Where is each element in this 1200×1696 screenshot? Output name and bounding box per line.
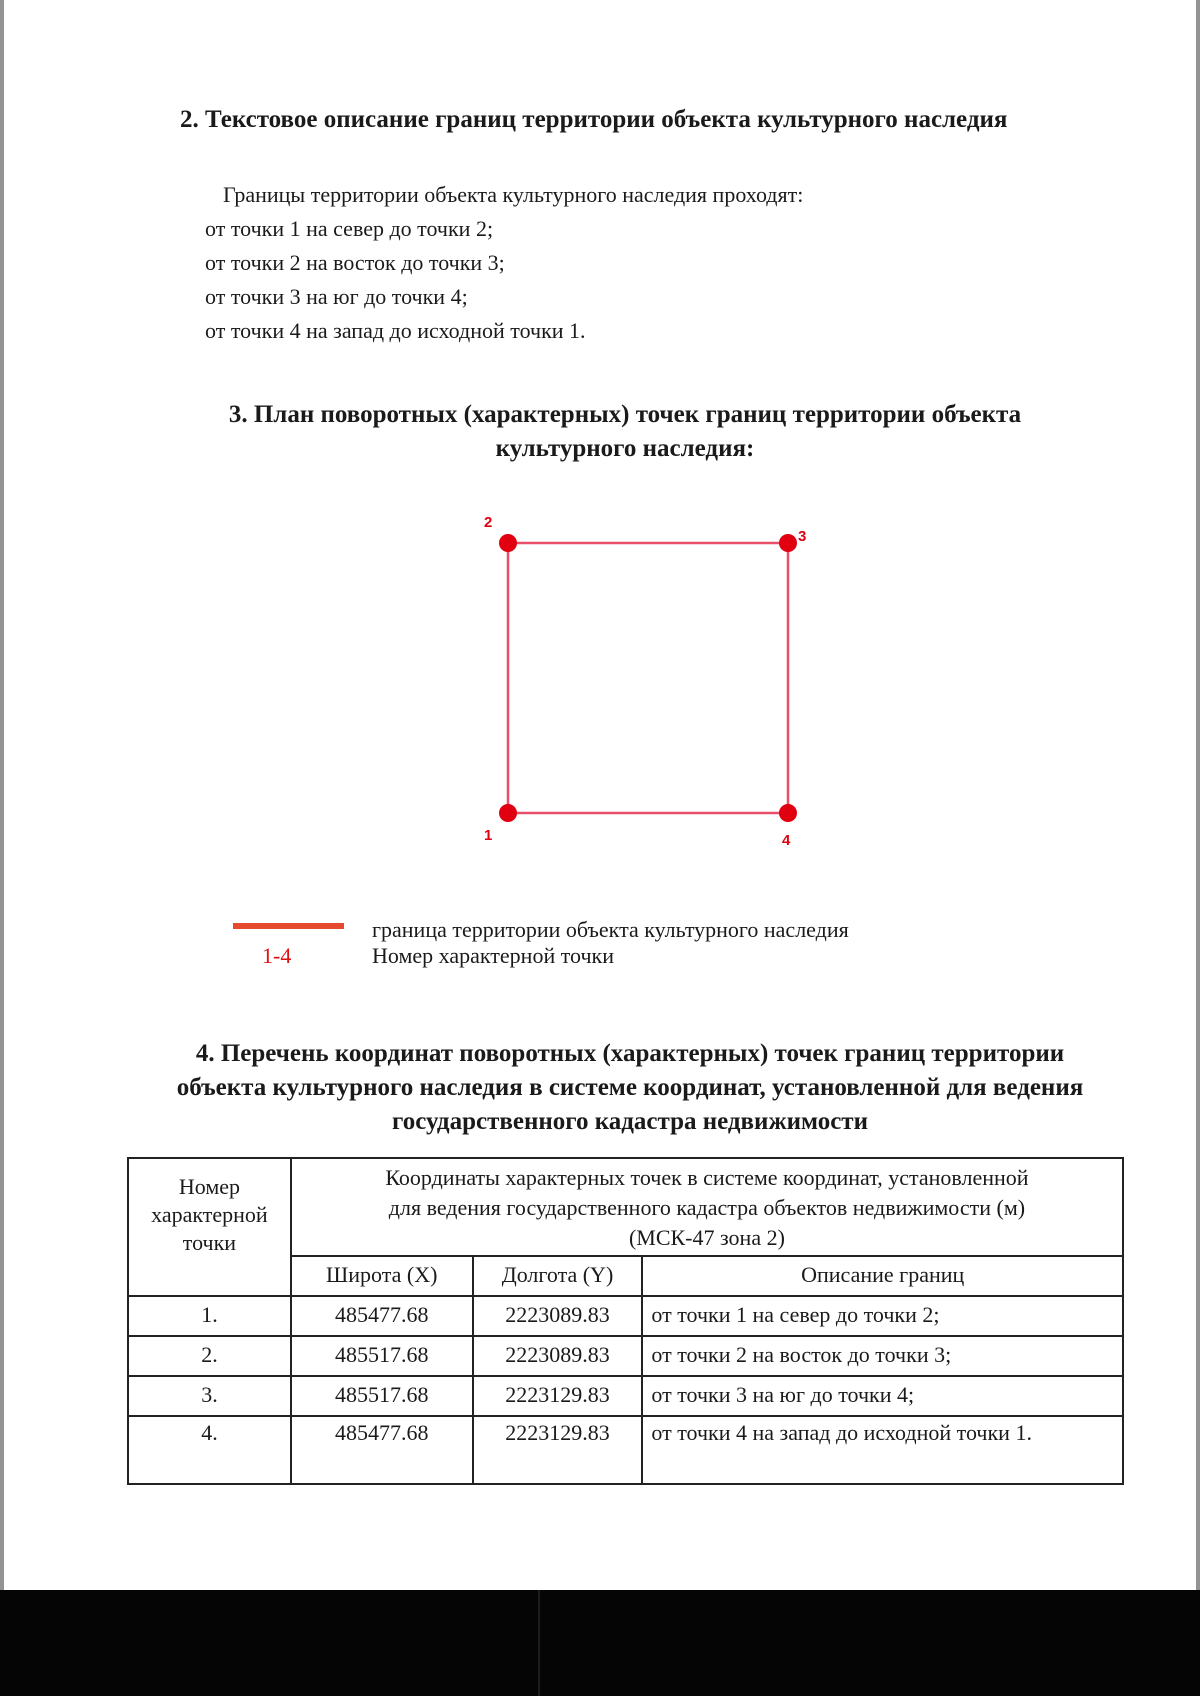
boundary-polygon xyxy=(508,543,788,813)
section-4-heading-line-3: государственного кадастра недвижимости xyxy=(392,1108,868,1135)
section-2-heading: 2. Текстовое описание границ территории объекта культурного наследия xyxy=(180,106,1008,133)
section-2-intro xyxy=(223,178,803,212)
row-longitude: 2223129.83 xyxy=(473,1416,643,1484)
row-longitude: 2223089.83 xyxy=(473,1296,643,1336)
table-row xyxy=(128,1296,1123,1336)
row-description: от точки 4 на запад до исходной точки 1. xyxy=(642,1416,1123,1484)
point-3-label: 3 xyxy=(798,528,807,545)
point-2-label: 2 xyxy=(484,514,493,531)
table-row xyxy=(128,1376,1123,1416)
header-coordinates xyxy=(291,1158,1123,1256)
boundary-line-1: от точки 1 на север до точки 2; xyxy=(205,216,494,241)
row-point-number: 2. xyxy=(128,1336,291,1376)
header-coordinates-line-3: (МСК-47 зона 2) xyxy=(628,1225,785,1250)
header-longitude: Долгота (Y) xyxy=(473,1256,643,1296)
point-2-marker xyxy=(499,534,517,552)
scan-seam xyxy=(538,1590,540,1696)
section-4-heading-line-2: объекта культурного наследия в системе координат, установленной для ведения xyxy=(176,1074,1084,1101)
coordinates-table xyxy=(127,1157,1124,1485)
boundary-line-4: от точки 4 на запад до исходной точки 1. xyxy=(205,318,586,343)
row-description: от точки 2 на восток до точки 3; xyxy=(642,1336,1123,1376)
legend-boundary-text: граница территории объекта культурного наследия xyxy=(372,917,849,942)
scan-edge-right xyxy=(1196,0,1200,1696)
section-3-heading-line-1: 3. План поворотных (характерных) точек границ территории объекта xyxy=(228,401,1022,428)
row-longitude: 2223129.83 xyxy=(473,1376,643,1416)
header-coordinates-line-1: Координаты характерных точек в системе координат, установленной xyxy=(385,1165,1029,1190)
header-point-number-line-1: Номер xyxy=(178,1174,241,1199)
row-latitude: 485517.68 xyxy=(291,1336,473,1376)
header-description: Описание границ xyxy=(642,1256,1123,1296)
scan-bottom-band xyxy=(0,1590,1200,1696)
boundary-plan-diagram xyxy=(460,505,810,855)
header-point-number xyxy=(128,1158,291,1296)
section-2-lines xyxy=(205,212,586,348)
legend-number-text: Номер характерной точки xyxy=(372,943,614,968)
boundary-line-3: от точки 3 на юг до точки 4; xyxy=(205,284,468,309)
legend-boundary-line xyxy=(233,923,344,929)
row-point-number: 4. xyxy=(128,1416,291,1484)
row-description: от точки 3 на юг до точки 4; xyxy=(642,1376,1123,1416)
row-longitude: 2223089.83 xyxy=(473,1336,643,1376)
row-latitude: 485517.68 xyxy=(291,1376,473,1416)
header-latitude: Широта (X) xyxy=(291,1256,473,1296)
table-row xyxy=(128,1336,1123,1376)
point-3-marker xyxy=(779,534,797,552)
section-3-heading-line-2: культурного наследия: xyxy=(495,435,755,462)
section-4-heading xyxy=(100,1037,1160,1139)
table-header-row xyxy=(128,1158,1123,1256)
point-1-marker xyxy=(499,804,517,822)
section-4-heading-line-1: 4. Перечень координат поворотных (характерных) точек границ территории xyxy=(195,1040,1065,1067)
header-point-number-line-3: точки xyxy=(182,1230,237,1255)
point-4-label: 4 xyxy=(782,832,791,849)
scan-edge-left xyxy=(0,0,4,1696)
boundary-intro-text: Границы территории объекта культурного наследия проходят: xyxy=(223,182,804,207)
section-3-heading xyxy=(150,398,1100,466)
legend-number-sample: 1-4 xyxy=(262,943,292,968)
row-latitude: 485477.68 xyxy=(291,1416,473,1484)
point-4-marker xyxy=(779,804,797,822)
point-1-label: 1 xyxy=(484,827,493,844)
row-point-number: 1. xyxy=(128,1296,291,1336)
row-point-number: 3. xyxy=(128,1376,291,1416)
boundary-line-2: от точки 2 на восток до точки 3; xyxy=(205,250,505,275)
header-point-number-line-2: характерной xyxy=(151,1202,268,1227)
row-description: от точки 1 на север до точки 2; xyxy=(642,1296,1123,1336)
row-latitude: 485477.68 xyxy=(291,1296,473,1336)
table-row xyxy=(128,1416,1123,1484)
header-coordinates-line-2: для ведения государственного кадастра объектов недвижимости (м) xyxy=(388,1195,1026,1220)
